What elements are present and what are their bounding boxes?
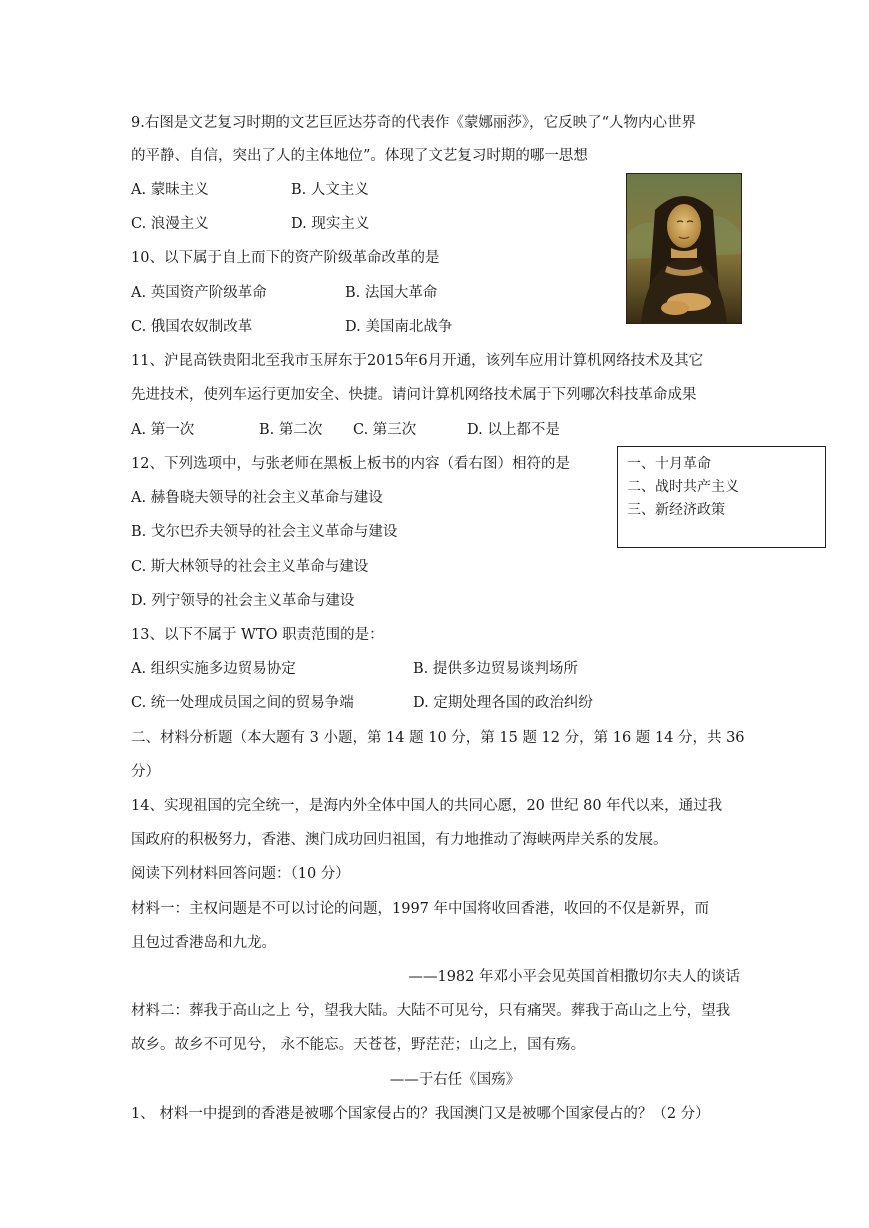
- q11-option-a: A. 第一次: [131, 422, 195, 438]
- q11-option-d: D. 以上都不是: [467, 422, 560, 438]
- q13-option-a: A. 组织实施多边贸易协定: [131, 661, 296, 677]
- q12-option-a: A. 赫鲁晓夫领导的社会主义革命与建设: [131, 490, 383, 506]
- q10-option-a: A. 英国资产阶级革命: [131, 285, 267, 301]
- q11-option-c: C. 第三次: [353, 422, 417, 438]
- q14-material1-line2: 且包过香港岛和九龙。: [131, 935, 276, 951]
- q9-stem-line2: 的平静、自信，突出了人的主体地位”。体现了文艺复习时期的哪一思想: [131, 148, 588, 164]
- q14-intro-line2: 国政府的积极努力，香港、澳门成功回归祖国，有力地推动了海峡两岸关系的发展。: [131, 832, 668, 848]
- mona-lisa-painting: [626, 173, 742, 324]
- q11-stem-line2: 先进技术，使列车运行更加安全、快捷。请问计算机网络技术属于下列哪次科技革命成果: [131, 387, 697, 403]
- q14-material1-source: ——1982 年邓小平会见英国首相撒切尔夫人的谈话: [408, 969, 740, 985]
- q11-stem-line1: 11、沪昆高铁贵阳北至我市玉屏东于2015年6月开通，该列车应用计算机网络技术及其它: [131, 353, 704, 369]
- section2-heading-line1: 二、材料分析题（本大题有 3 小题，第 14 题 10 分，第 15 题 12 分，第 16 题 14 分，共 36: [131, 730, 745, 746]
- q10-stem: 10、以下属于自上而下的资产阶级革命改革的是: [131, 250, 440, 266]
- q14-subquestion-1: 1、 材料一中提到的香港是被哪个国家侵占的？我国澳门又是被哪个国家侵占的？（2 分）: [131, 1106, 710, 1122]
- blackboard-notes-box: [617, 446, 826, 548]
- q13-option-d: D. 定期处理各国的政治纠纷: [413, 695, 593, 711]
- q13-option-b: B. 提供多边贸易谈判场所: [413, 661, 578, 677]
- q13-option-c: C. 统一处理成员国之间的贸易争端: [131, 695, 354, 711]
- q11-option-b: B. 第二次: [259, 422, 323, 438]
- q10-option-d: D. 美国南北战争: [345, 319, 453, 335]
- q14-instruction: 阅读下列材料回答问题：（10 分）: [131, 866, 350, 882]
- board-line-1: 一、十月革命: [627, 456, 711, 472]
- q13-stem: 13、以下不属于 WTO 职责范围的是：: [131, 627, 384, 643]
- q14-material2-line1: 材料二：葬我于高山之上 兮，望我大陆。大陆不可见兮，只有痛哭。葬我于高山之上兮，望我: [131, 1003, 731, 1019]
- q12-option-d: D. 列宁领导的社会主义革命与建设: [131, 593, 355, 609]
- q14-material2-line2: 故乡。故乡不可见兮， 永不能忘。天苍苍，野茫茫；山之上，国有殇。: [131, 1037, 586, 1053]
- q9-option-c: C. 浪漫主义: [131, 216, 209, 232]
- section2-heading-line2: 分）: [131, 764, 160, 780]
- q9-option-a: A. 蒙昧主义: [131, 182, 209, 198]
- q14-material2-source: ——于右任《国殇》: [389, 1072, 521, 1088]
- q10-option-b: B. 法国大革命: [345, 285, 438, 301]
- q12-option-b: B. 戈尔巴乔夫领导的社会主义革命与建设: [131, 524, 398, 540]
- q10-option-c: C. 俄国农奴制改革: [131, 319, 253, 335]
- q14-intro-line1: 14、实现祖国的完全统一，是海内外全体中国人的共同心愿，20 世纪 80 年代以来，通过我: [131, 798, 723, 814]
- q12-stem: 12、下列选项中，与张老师在黑板上板书的内容（看右图）相符的是: [131, 456, 570, 472]
- q9-stem-line1: 9.右图是文艺复习时期的文艺巨匠达芬奇的代表作《蒙娜丽莎》，它反映了“人物内心世界: [131, 115, 696, 131]
- q9-option-d: D. 现实主义: [291, 216, 370, 232]
- q9-option-b: B. 人文主义: [291, 182, 369, 198]
- q14-material1-line1: 材料一：主权问题是不可以讨论的问题，1997 年中国将收回香港，收回的不仅是新界，而: [131, 901, 710, 917]
- board-line-2: 二、战时共产主义: [627, 479, 739, 495]
- board-line-3: 三、新经济政策: [627, 502, 725, 518]
- q12-option-c: C. 斯大林领导的社会主义革命与建设: [131, 559, 369, 575]
